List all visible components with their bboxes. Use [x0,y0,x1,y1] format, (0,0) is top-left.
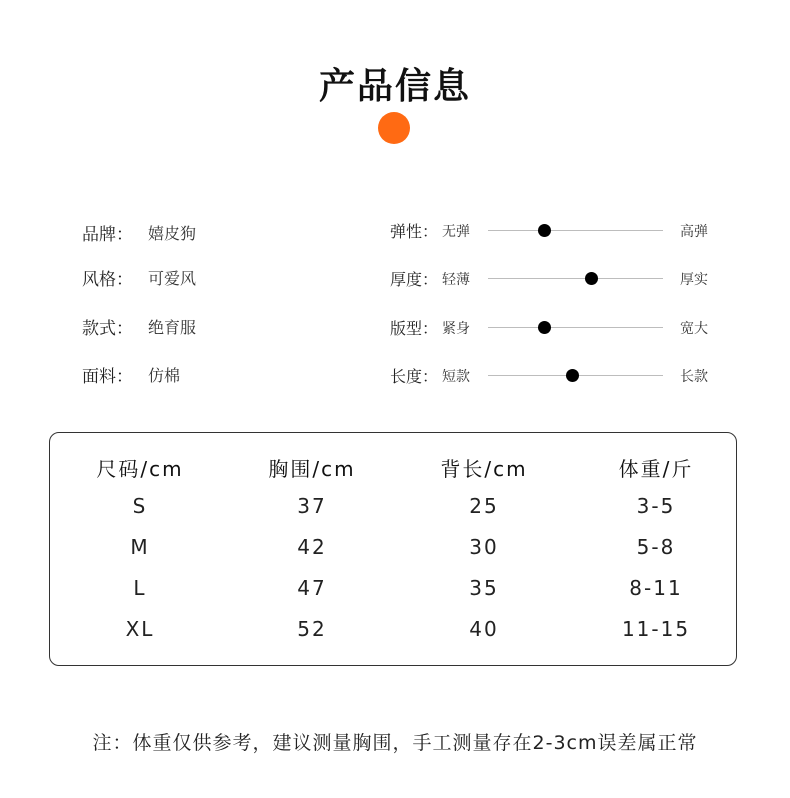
table-cell: 11-15 [621,617,691,641]
scale-left-label: 短款 [442,369,470,385]
attr-row-material [82,360,180,388]
table-cell: 3-5 [636,494,676,518]
scale-right-label: 宽大 [680,321,708,337]
table-cell: 52 [297,617,327,641]
scale-left-label: 紧身 [442,321,470,337]
attr-value: 嬉皮狗 [148,223,197,243]
attr-value: 可爱风 [148,268,197,288]
scale-label: 厚度： [390,270,439,289]
table-header-cell: 体重/斤 [618,457,694,481]
table-header-cell: 胸围/cm [268,457,356,481]
scale-length [390,361,720,389]
accent-dot [378,112,410,144]
scale-track [488,327,663,328]
table-cell: 25 [469,494,499,518]
scale-knob [538,224,551,237]
table-cell: 5-8 [636,535,676,559]
table-cell: 35 [469,576,499,600]
page-title: 产品信息 [318,66,471,107]
scale-left-label: 无弹 [442,224,470,240]
scale-label: 版型： [390,319,439,338]
table-cell: 37 [297,494,327,518]
scale-knob [566,369,579,382]
footnote: 注：体重仅供参考，建议测量胸围，手工测量存在2-3cm误差属正常 [92,732,698,754]
size-table [49,432,737,666]
table-cell: 8-11 [629,576,683,600]
attr-key: 品牌： [82,224,133,245]
attr-row-type [82,312,196,340]
attr-value: 仿棉 [148,365,181,385]
table-cell: XL [125,617,155,641]
table-header-cell: 背长/cm [440,457,528,481]
scale-fit [390,313,720,341]
scale-thickness [390,264,720,292]
scale-label: 长度： [390,367,439,386]
table-cell: M [130,535,150,559]
scale-right-label: 厚实 [680,272,708,288]
table-cell: S [132,494,148,518]
table-cell: 30 [469,535,499,559]
attr-row-brand [82,218,196,246]
attr-row-style [82,263,196,291]
scale-label: 弹性： [390,222,439,241]
scale-knob [538,321,551,334]
attr-value: 绝育服 [148,317,197,337]
scale-knob [585,272,598,285]
scale-track [488,278,663,279]
attr-key: 面料： [82,366,133,387]
table-cell: 40 [469,617,499,641]
table-cell: 47 [297,576,327,600]
scale-left-label: 轻薄 [442,272,470,288]
scale-right-label: 长款 [680,369,708,385]
scale-track [488,230,663,231]
attr-key: 风格： [82,269,133,290]
table-header-cell: 尺码/cm [96,457,184,481]
attr-key: 款式： [82,318,133,339]
scale-elasticity [390,216,720,244]
table-cell: L [133,576,147,600]
scale-right-label: 高弹 [680,224,708,240]
table-cell: 42 [297,535,327,559]
